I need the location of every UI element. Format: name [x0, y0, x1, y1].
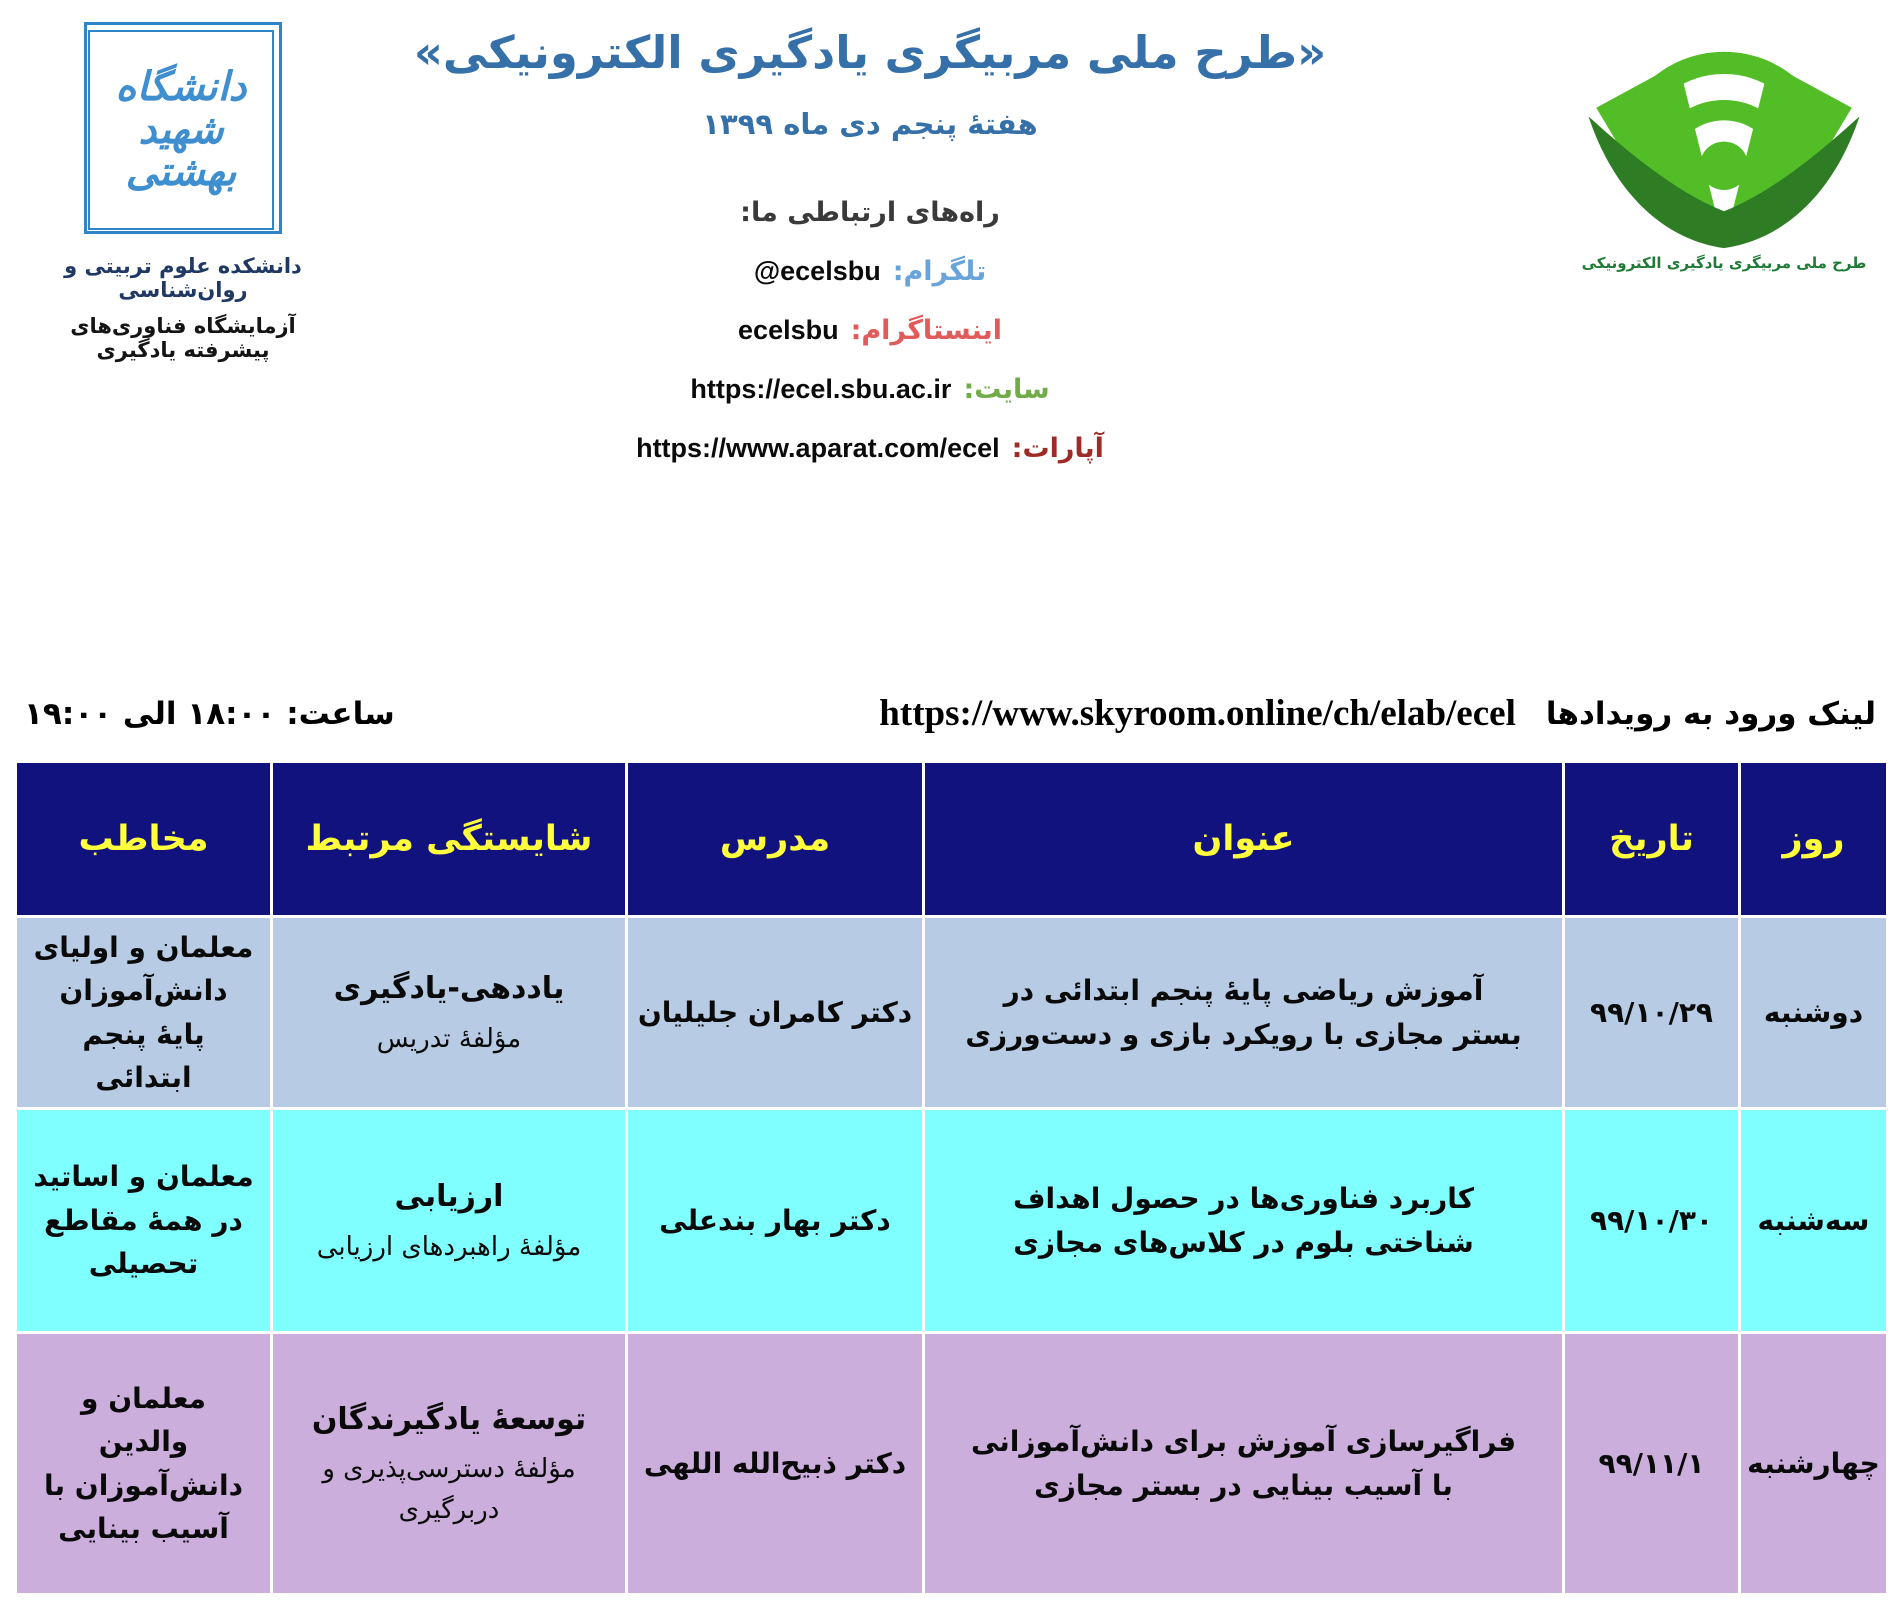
title-cell: آموزش ریاضی پایۀ پنجم ابتدائی در بستر مجازی با رویکرد بازی و دست‌ورزی: [924, 917, 1564, 1109]
instagram-label: اینستاگرام:: [850, 315, 1002, 346]
instructor-cell: دکتر کامران جلیلیان: [627, 917, 924, 1109]
header-competency-label: شایستگی مرتبط: [305, 818, 593, 859]
day-cell: سه‌شنبه: [1740, 1109, 1888, 1333]
website-url[interactable]: https://ecel.sbu.ac.ir: [690, 374, 952, 404]
day-cell: دوشنبه: [1740, 917, 1888, 1109]
page-title: «طرح ملی مربیگری یادگیری الکترونیکی»: [413, 26, 1327, 79]
header-day: [1740, 762, 1888, 917]
audience-cell: معلمان و والدین دانش‌آموزان با آسیب بینایی: [16, 1333, 272, 1595]
header-title-label: عنوان: [1192, 818, 1295, 859]
university-block: [28, 22, 338, 362]
competency-note: مؤلفۀ دسترسی‌پذیری و دربرگیری: [322, 1454, 576, 1525]
header-title: [924, 762, 1564, 917]
contact-instagram: [370, 315, 1370, 346]
contact-telegram: [370, 256, 1370, 287]
header-competency: [272, 762, 627, 917]
uni-logo-line-2: شهید: [138, 106, 224, 153]
telegram-label: تلگرام:: [892, 256, 987, 287]
audience-cell: معلمان و اساتید در همۀ مقاطع تحصیلی: [16, 1109, 272, 1333]
header-audience: [16, 762, 272, 917]
table-row: [16, 1333, 1888, 1595]
university-logo-calligraphy: [88, 30, 274, 230]
event-link-url[interactable]: https://www.skyroom.online/ch/elab/ecel: [879, 693, 1516, 734]
instagram-handle[interactable]: ecelsbu: [738, 315, 839, 345]
instructor-cell: دکتر ذبیح‌الله اللهی: [627, 1333, 924, 1595]
website-label: سایت:: [963, 374, 1050, 405]
date-cell: ۹۹/۱۰/۳۰: [1564, 1109, 1740, 1333]
contact-heading: راه‌های ارتباطی ما:: [740, 197, 1000, 228]
date-cell: ۹۹/۱۰/۲۹: [1564, 917, 1740, 1109]
instructor-cell: دکتر بهار بندعلی: [627, 1109, 924, 1333]
aparat-url[interactable]: https://www.aparat.com/ecel: [636, 433, 1000, 463]
university-logo: [84, 22, 282, 234]
aparat-label: آپارات:: [1011, 433, 1104, 464]
competency-cell: [272, 1109, 627, 1333]
competency-name: توسعۀ یادگیرندگان: [311, 1401, 587, 1437]
day-cell: چهارشنبه: [1740, 1333, 1888, 1595]
competency-name: یاددهی-یادگیری: [333, 971, 565, 1007]
audience-cell: معلمان و اولیای دانش‌آموزان پایۀ پنجم ابتدائی: [16, 917, 272, 1109]
header-date: [1564, 762, 1740, 917]
event-link-label: لینک ورود به رویدادها: [1545, 695, 1876, 732]
program-logo-block: [1554, 8, 1894, 272]
uni-logo-line-3: بهشتی: [125, 149, 237, 196]
table-row: [16, 917, 1888, 1109]
event-link-group: [879, 692, 1876, 735]
program-logo-icon: [1574, 8, 1874, 250]
competency-cell: [272, 1333, 627, 1595]
header-instructor: [627, 762, 924, 917]
event-link-row: [24, 692, 1876, 735]
date-cell: ۹۹/۱۱/۱: [1564, 1333, 1740, 1595]
header-instructor-label: مدرس: [719, 818, 831, 859]
schedule-table: [14, 760, 1889, 1596]
telegram-handle[interactable]: @ecelsbu: [753, 256, 881, 286]
header-audience-label: مخاطب: [78, 818, 209, 859]
title-cell: فراگیرسازی آموزش برای دانش‌آموزانی با آسیب بینایی در بستر مجازی: [924, 1333, 1564, 1595]
competency-note: مؤلفۀ راهبردهای ارزیابی: [316, 1231, 582, 1262]
header-day-label: روز: [1782, 818, 1845, 859]
title-cell: کاربرد فناوری‌ها در حصول اهداف شناختی بلوم در کلاس‌های مجازی: [924, 1109, 1564, 1333]
program-logo-caption: طرح ملی مربیگری یادگیری الکترونیکی: [1581, 254, 1867, 272]
lab-name: آزمایشگاه فناوری‌های پیشرفته یادگیری: [70, 314, 296, 362]
uni-logo-line-1: دانشگاه: [115, 64, 247, 111]
header-date-label: تاریخ: [1609, 818, 1694, 859]
competency-name: ارزیابی: [394, 1179, 504, 1215]
page-subtitle: هفتۀ پنجم دی ماه ۱۳۹۹: [702, 107, 1038, 141]
competency-note: مؤلفۀ تدریس: [376, 1023, 522, 1054]
table-row: [16, 1109, 1888, 1333]
event-time: ساعت: ۱۸:۰۰ الی ۱۹:۰۰: [24, 695, 395, 732]
table-header-row: [16, 762, 1888, 917]
competency-cell: [272, 917, 627, 1109]
contact-website: [370, 374, 1370, 405]
contact-aparat: [370, 433, 1370, 464]
center-block: [370, 26, 1370, 464]
faculty-name: دانشکده علوم تربیتی و روان‌شناسی: [64, 254, 302, 302]
